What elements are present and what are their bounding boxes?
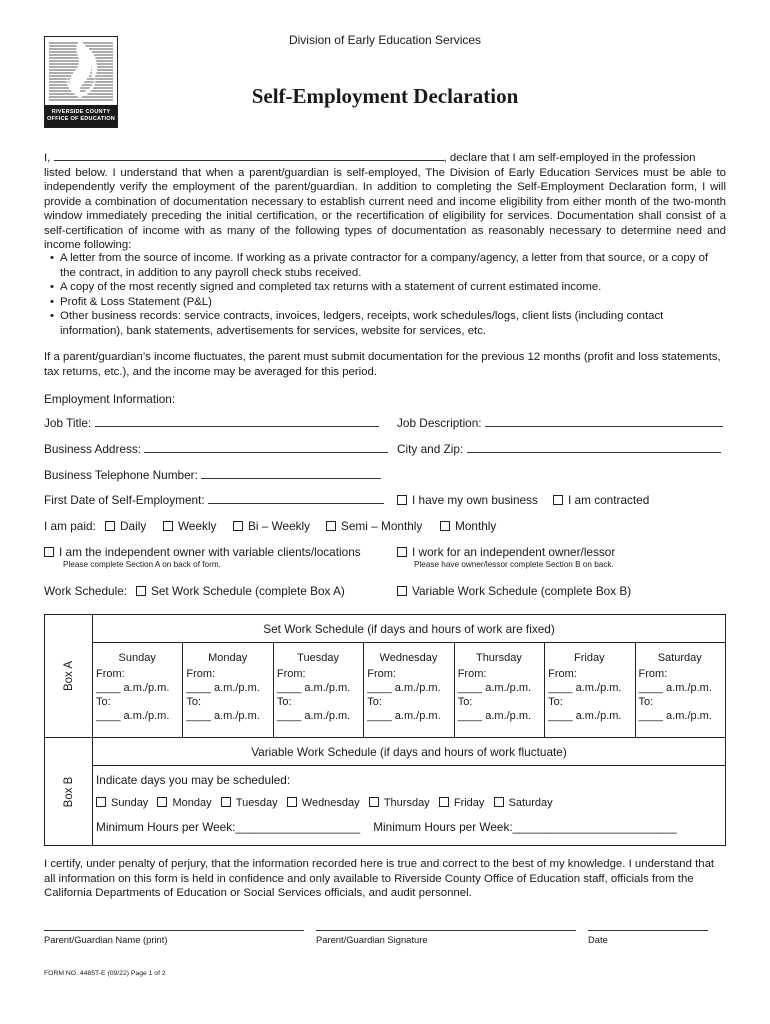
paid-biweekly-option[interactable]: Bi – Weekly [233,519,310,533]
list-item: • A letter from the source of income. If working as a private contractor for a company/agency, a letter from that source, or a copy of the contract, in addition to any payroll check stubs received. [44,251,726,280]
set-schedule-checkbox[interactable] [136,586,146,596]
paid-daily-option[interactable]: Daily [105,519,146,533]
day-column-friday[interactable]: Friday From: ____ a.m./p.m. To: ____ a.m./p.m. [545,643,635,737]
paid-semimonthly-option[interactable]: Semi – Monthly [326,519,422,533]
variable-day-monday[interactable]: Monday [157,797,211,809]
business-address-field[interactable]: Business Address: [44,442,388,456]
intro-paragraph: listed below. I understand that when a parent/guardian is self-employed, The Division of Early Education Services must be able to independently verify the employment of the parent/guardian. In addition to completing the Self-Employment Declaration form, I will provide a combination of documentation necessary to establish current need and income eligibility from either month of the two-month window immediately preceding the initial certification, or the recertification of eligibility for services. Documentation shall consist of a self-certification of income with as many of the following types of documentation as reasonably necessary to determine need and income following: [44,166,726,251]
checkbox-sunday[interactable] [96,797,106,807]
box-a-days [93,643,725,737]
certification-statement: I certify, under penalty of perjury, that the information recorded here is true and correct to the best of my knowledge. I understand that all information on this form is held in confidence and only available to Riverside County Office of Education staff, officials from the California Departments of Education or Social Services officials, and audit personnel. [44,858,715,899]
variable-day-thursday[interactable]: Thursday [369,797,430,809]
work-for-owner-option[interactable]: I work for an independent owner/lessor [397,545,615,559]
form-number: FORM NO. 4485T-E (09/22) Page 1 of 2 [44,970,166,977]
box-a [44,614,726,738]
signature-line[interactable] [316,930,576,931]
variable-day-wednesday[interactable]: Wednesday [287,797,360,809]
rcoe-logo [44,36,118,128]
checkbox-tuesday[interactable] [221,797,231,807]
checkbox-friday[interactable] [439,797,449,807]
list-item: • Other business records: service contracts, invoices, ledgers, receipts, work schedules/logs, client lists (including contact information), bank statements, advertisements for services, website for services, etc. [44,309,726,338]
logo-text: RIVERSIDE COUNTY OFFICE OF EDUCATION [45,105,117,127]
day-column-monday[interactable]: Monday From: ____ a.m./p.m. To: ____ a.m./p.m. [183,643,273,737]
paid-biweekly-checkbox[interactable] [233,521,243,531]
first-date-input[interactable] [208,494,384,504]
first-date-field[interactable]: First Date of Self-Employment: [44,493,384,507]
section-b-note: Please have owner/lessor complete Section B on back. [414,560,614,569]
signature-label: Parent/Guardian Signature [316,934,428,945]
variable-day-friday[interactable]: Friday [439,797,485,809]
work-for-owner-checkbox[interactable] [397,547,407,557]
min-hours-field-1[interactable]: Minimum Hours per Week:___________________ [96,820,361,834]
intro-first-line: I, , declare that I am self-employed in the profession [44,152,696,164]
day-column-thursday[interactable]: Thursday From: ____ a.m./p.m. To: ____ a.m./p.m. [455,643,545,737]
section-a-note: Please complete Section A on back of form. [63,560,221,569]
city-zip-input[interactable] [467,443,721,453]
checkbox-wednesday[interactable] [287,797,297,807]
employment-heading: Employment Information: [44,392,176,406]
income-fluctuates-paragraph: If a parent/guardian’s income fluctuates, the parent must submit documentation for the previous 12 months (profit and loss statements, tax returns, etc.), and the income may be averaged for this period. [44,351,721,378]
name-signature-line[interactable] [44,930,304,931]
city-zip-field[interactable]: City and Zip: [397,442,721,456]
job-title-input[interactable] [95,417,379,427]
list-item: • Profit & Loss Statement (P&L) [44,295,726,310]
variable-day-sunday[interactable]: Sunday [96,797,148,809]
box-b-side-label: Box B [45,738,93,845]
contracted-checkbox[interactable] [553,495,563,505]
checkbox-thursday[interactable] [369,797,379,807]
date-line[interactable] [588,930,708,931]
name-print-label: Parent/Guardian Name (print) [44,934,168,945]
day-column-sunday[interactable]: Sunday From: ____ a.m./p.m. To: ____ a.m./p.m. [93,643,183,737]
paid-monthly-checkbox[interactable] [440,521,450,531]
paid-daily-checkbox[interactable] [105,521,115,531]
day-column-tuesday[interactable]: Tuesday From: ____ a.m./p.m. To: ____ a.m./p.m. [274,643,364,737]
paid-weekly-checkbox[interactable] [163,521,173,531]
list-item: • A copy of the most recently signed and completed tax returns with a statement of current estimated income. [44,280,726,295]
box-b [44,738,726,846]
box-b-content [93,766,725,845]
job-description-field[interactable]: Job Description: [397,416,723,430]
page-title: Self-Employment Declaration [251,84,519,108]
business-phone-input[interactable] [201,469,381,479]
name-blank[interactable] [54,151,444,161]
paid-semimonthly-checkbox[interactable] [326,521,336,531]
work-schedule-label: Work Schedule: [44,584,128,598]
paid-label: I am paid: [44,519,96,533]
box-a-heading: Set Work Schedule (if days and hours of work are fixed) [93,615,725,643]
box-b-heading: Variable Work Schedule (if days and hours of work fluctuate) [93,738,725,766]
checkbox-monday[interactable] [157,797,167,807]
indicate-days-label: Indicate days you may be scheduled: [96,773,291,787]
business-address-input[interactable] [144,443,388,453]
variable-day-saturday[interactable]: Saturday [494,797,553,809]
job-title-field[interactable]: Job Title: [44,416,379,430]
paid-monthly-option[interactable]: Monthly [440,519,496,533]
job-description-input[interactable] [485,417,723,427]
variable-days-row [96,797,725,809]
documentation-list [44,251,726,338]
day-column-saturday[interactable]: Saturday From: ____ a.m./p.m. To: ____ a.m./p.m. [638,652,712,722]
variable-schedule-option[interactable]: Variable Work Schedule (complete Box B) [397,584,631,598]
box-a-side-label: Box A [45,615,93,737]
variable-schedule-checkbox[interactable] [397,586,407,596]
paid-weekly-option[interactable]: Weekly [163,519,216,533]
min-hours-field-2[interactable]: Minimum Hours per Week:_________________________ [373,820,677,834]
contracted-option[interactable]: I am contracted [553,493,649,507]
checkbox-saturday[interactable] [494,797,504,807]
date-label: Date [588,934,608,945]
day-column-wednesday[interactable]: Wednesday From: ____ a.m./p.m. To: ____ a.m./p.m. [364,643,454,737]
set-schedule-option[interactable]: Set Work Schedule (complete Box A) [136,584,345,598]
independent-owner-checkbox[interactable] [44,547,54,557]
variable-day-tuesday[interactable]: Tuesday [221,797,278,809]
min-hours-row [96,820,725,834]
business-phone-field[interactable]: Business Telephone Number: [44,468,381,482]
independent-owner-option[interactable]: I am the independent owner with variable clients/locations [44,545,361,559]
division-header: Division of Early Education Services [288,33,482,47]
own-business-checkbox[interactable] [397,495,407,505]
own-business-option[interactable]: I have my own business [397,493,538,507]
